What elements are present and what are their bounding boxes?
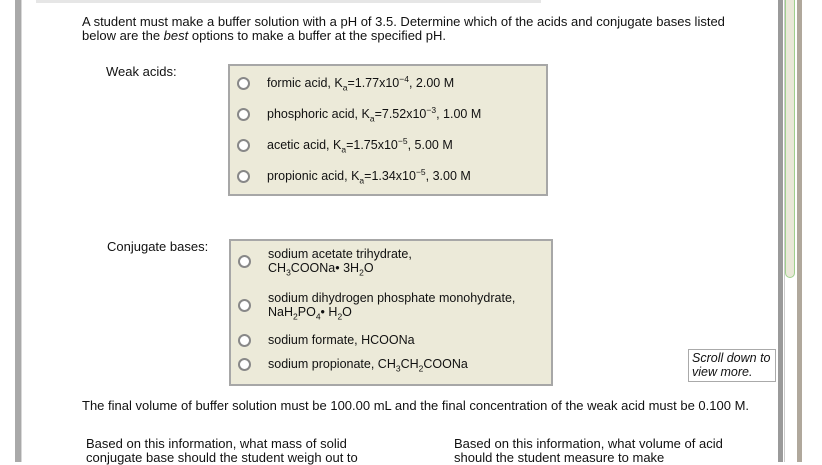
option-label <box>268 291 516 322</box>
superscript: −5 <box>397 135 408 146</box>
option-label <box>267 73 455 93</box>
subscript: a <box>359 175 365 186</box>
option-label <box>268 333 415 347</box>
weak-acids-options <box>228 64 548 196</box>
radio-button[interactable] <box>237 77 250 90</box>
label-text: propionic acid, K <box>267 169 360 183</box>
subscript: 2 <box>418 363 424 374</box>
subscript: a <box>341 144 347 155</box>
final-conditions-text: The final volume of buffer solution must be 100.00 mL and the final concentration of the weak acid must be 0.100 M. <box>82 398 750 413</box>
label-text: , 2.00 M <box>408 76 455 90</box>
intro-text-end: options to make a buffer at the specified pH. <box>188 28 446 43</box>
label-text: sodium acetate trihydrate, <box>268 247 412 261</box>
problem-intro <box>82 15 762 43</box>
scroll-down-note: Scroll down to view more. <box>688 349 776 382</box>
radio-button[interactable] <box>238 334 251 347</box>
option-label <box>268 247 412 278</box>
label-text: CH <box>268 261 287 275</box>
subscript: 3 <box>286 267 291 278</box>
subscript: 2 <box>337 311 343 322</box>
label-text: =1.34x10 <box>364 169 416 183</box>
conjugate-base-option[interactable] <box>231 291 516 322</box>
intro-emphasis: best <box>163 28 189 43</box>
scrollbar[interactable] <box>778 0 802 462</box>
weak-acids-label: Weak acids: <box>106 64 177 79</box>
conjugate-base-option[interactable] <box>231 247 412 278</box>
radio-button[interactable] <box>237 108 250 121</box>
label-text: O <box>363 261 374 275</box>
radio-button[interactable] <box>237 139 250 152</box>
conjugate-base-option[interactable] <box>231 357 468 374</box>
label-text: =7.52x10 <box>374 107 427 121</box>
label-text: =1.75x10 <box>346 138 398 152</box>
option-label <box>267 166 471 186</box>
option-label <box>267 135 453 155</box>
subscript: a <box>369 113 375 124</box>
conjugate-base-option[interactable] <box>231 333 415 347</box>
window-left-border <box>15 0 22 462</box>
label-text: acetic acid, K <box>267 138 342 152</box>
conjugate-bases-label: Conjugate bases: <box>107 239 209 254</box>
conjugate-bases-options <box>229 239 553 386</box>
radio-button[interactable] <box>237 170 250 183</box>
label-text: phosphoric acid, K <box>267 107 370 121</box>
option-label <box>267 104 482 124</box>
label-text: , 5.00 M <box>407 138 453 152</box>
top-divider <box>36 0 541 3</box>
weak-acid-option[interactable] <box>230 135 453 155</box>
radio-button[interactable] <box>238 255 251 268</box>
label-text: PO <box>297 305 316 319</box>
superscript: −5 <box>415 166 426 177</box>
label-text: sodium propionate, CH <box>268 357 396 371</box>
label-text: NaH <box>268 305 294 319</box>
weak-acid-option[interactable] <box>230 166 471 186</box>
weak-acid-option[interactable] <box>230 73 455 93</box>
label-text: , 3.00 M <box>425 169 471 183</box>
scrollbar-thumb[interactable] <box>785 0 795 278</box>
question-volume: Based on this information, what volume of acid should the student measure to make <box>454 436 723 465</box>
subscript: 4 <box>315 311 321 322</box>
label-text: COONa <box>423 357 468 371</box>
radio-button[interactable] <box>238 299 251 312</box>
question-mass: Based on this information, what mass of solid conjugate base should the student weigh out to <box>86 436 358 465</box>
subscript: 3 <box>395 363 401 374</box>
window-right-border <box>797 0 802 462</box>
label-text: O <box>342 305 352 319</box>
subscript: 2 <box>359 267 364 278</box>
label-text: , 1.00 M <box>436 107 482 121</box>
superscript: −4 <box>399 73 409 84</box>
radio-button[interactable] <box>238 358 251 371</box>
intro-text: A student must make a buffer solution with a pH of 3.5. Determine which of the acids and conjugate bases listed below are the <box>82 14 725 43</box>
subscript: 2 <box>293 311 298 322</box>
subscript: a <box>342 82 348 93</box>
option-label <box>268 357 468 374</box>
label-text: COONa• 3H <box>290 261 360 275</box>
weak-acid-option[interactable] <box>230 104 482 124</box>
label-text: formic acid, K <box>267 76 343 90</box>
label-text: sodium dihydrogen phosphate monohydrate, <box>268 291 516 305</box>
scrollbar-rail <box>778 0 783 462</box>
label-text: • H <box>320 305 338 319</box>
label-text: CH <box>400 357 419 371</box>
superscript: −3 <box>426 104 437 115</box>
label-text: =1.77x10 <box>347 76 400 90</box>
label-text: sodium formate, HCOONa <box>268 333 415 347</box>
